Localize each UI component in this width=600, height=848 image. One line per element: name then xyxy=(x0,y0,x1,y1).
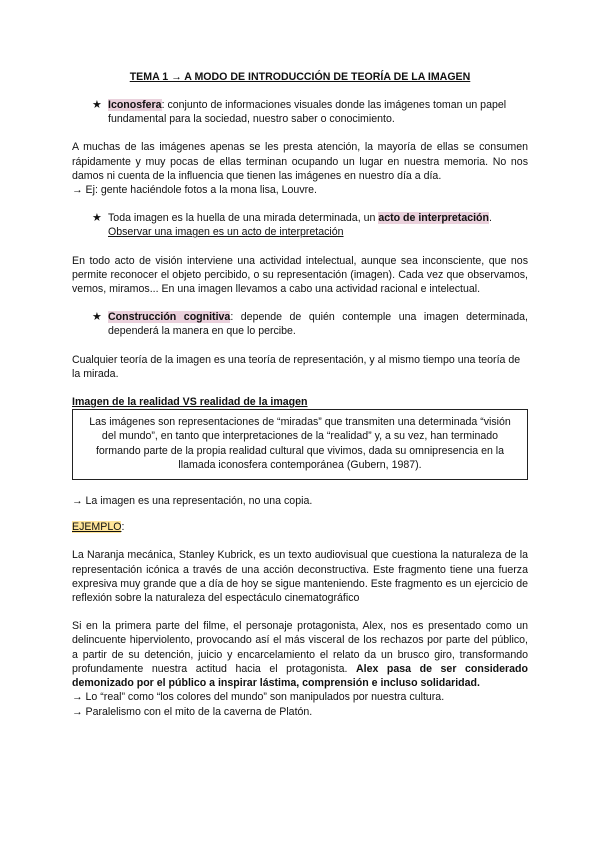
bullet-construccion xyxy=(72,310,528,338)
paragraph-naranja: La Naranja mecánica, Stanley Kubrick, es un texto audiovisual que cuestiona la naturaleza de la representación icónica a través de una acción deconstructiva. Este fragmento tiene una fuerza expresiva muy grande que a día de hoy se sigue manteniendo. Este fragmento es un ejercicio de reflexión sobre la naturaleza del espectáculo cinematográfico xyxy=(72,549,528,605)
arrow-note-copia: → La imagen es una representación, no una copia. xyxy=(72,495,313,508)
section-subheading: Imagen de la realidad VS realidad de la imagen xyxy=(72,396,308,409)
paragraph-vision: En todo acto de visión interviene una actividad intelectual, aunque sea inconsciente, que nos permite reconocer el objeto percibido, o su representación (imagen). Cada vez que observamos, vemos, miramos... En una imagen llevamos a cabo una actividad racional e intelectual. xyxy=(72,254,528,296)
quote-box xyxy=(72,409,528,480)
paragraph-attention: A muchas de las imágenes apenas se les presta atención, la mayoría de ellas se consumen rápidamente y muy pocas de ellas terminan ocupando un lugar en nuestra memoria. No nos damos ni cuenta de la influencia que tienen las imágenes en nuestro día a día. xyxy=(72,141,528,182)
term-construccion-cognitiva: Construcción cognitiva xyxy=(108,311,231,324)
example-mona-lisa: → Ej: gente haciéndole fotos a la mona lisa, Louvre. xyxy=(72,184,317,197)
bullet-interpretacion-text: Toda imagen es la huella de una mirada determinada, un xyxy=(108,212,379,225)
note-caverna: → Paralelismo con el mito de la caverna de Platón. xyxy=(72,705,313,718)
bullet-construccion-text: : depende de quién contemple una imagen determinada, dependerá la manera en que lo percibe. xyxy=(108,311,528,338)
term-acto-interpretacion: acto de interpretación xyxy=(378,212,489,225)
term-iconosfera: Iconosfera xyxy=(108,99,162,111)
quote-text: Las imágenes son representaciones de “miradas” que transmiten una determinada “visión del mundo”, en tanto que interpretaciones de la “realidad” y, a su vez, han terminado formando parte de la propia realidad cultural que vivimos, dada su omnipresencia en la llamada iconosfera contemporánea (Gubern, 1987). xyxy=(89,416,511,471)
bullet-iconosfera-text: : conjunto de informaciones visuales donde las imágenes toman un papel fundamental para la sociedad, nuestro saber o conocimiento. xyxy=(108,99,507,126)
paragraph-alex: Si en la primera parte del filme, el personaje protagonista, Alex, nos es presentado como un delincuente hiperviolento, provocando así el más visceral de los rechazos por parte del público, a partir de su detención, juicio y encarcelamiento el relato da un brusco giro, transformando profundamente nuestra actitud hacia el protagonista. Alex pasa de ser considerado demonizado por el público a inspirar lástima, comprensión e incluso solidaridad. xyxy=(72,620,528,690)
example-label: EJEMPLO xyxy=(72,521,122,534)
example-heading: EJEMPLO: xyxy=(72,521,125,534)
bold-statement: Alex pasa de ser considerado demonizado por el público a inspirar lástima, comprensión e incluso solidaridad. xyxy=(72,662,528,690)
underlined-statement: Observar una imagen es un acto de interpretación xyxy=(108,226,344,239)
star-icon: ★ xyxy=(92,99,102,111)
star-icon: ★ xyxy=(92,311,102,324)
page-title: TEMA 1 → A MODO DE INTRODUCCIÓN DE TEORÍA DE LA IMAGEN xyxy=(129,71,471,83)
document-page xyxy=(72,70,528,719)
bullet-iconosfera xyxy=(72,98,528,126)
note-real: → Lo “real” como “los colores del mundo” son manipulados por nuestra cultura. xyxy=(72,691,445,704)
paragraph-teoria: Cualquier teoría de la imagen es una teoría de representación, y al mismo tiempo una teoría de la mirada. xyxy=(72,353,521,380)
star-icon: ★ xyxy=(92,212,102,225)
bullet-interpretacion: ★ Toda imagen es la huella de una mirada determinada, un acto de interpretación. Observar una imagen es un acto de interpretación xyxy=(72,211,528,239)
